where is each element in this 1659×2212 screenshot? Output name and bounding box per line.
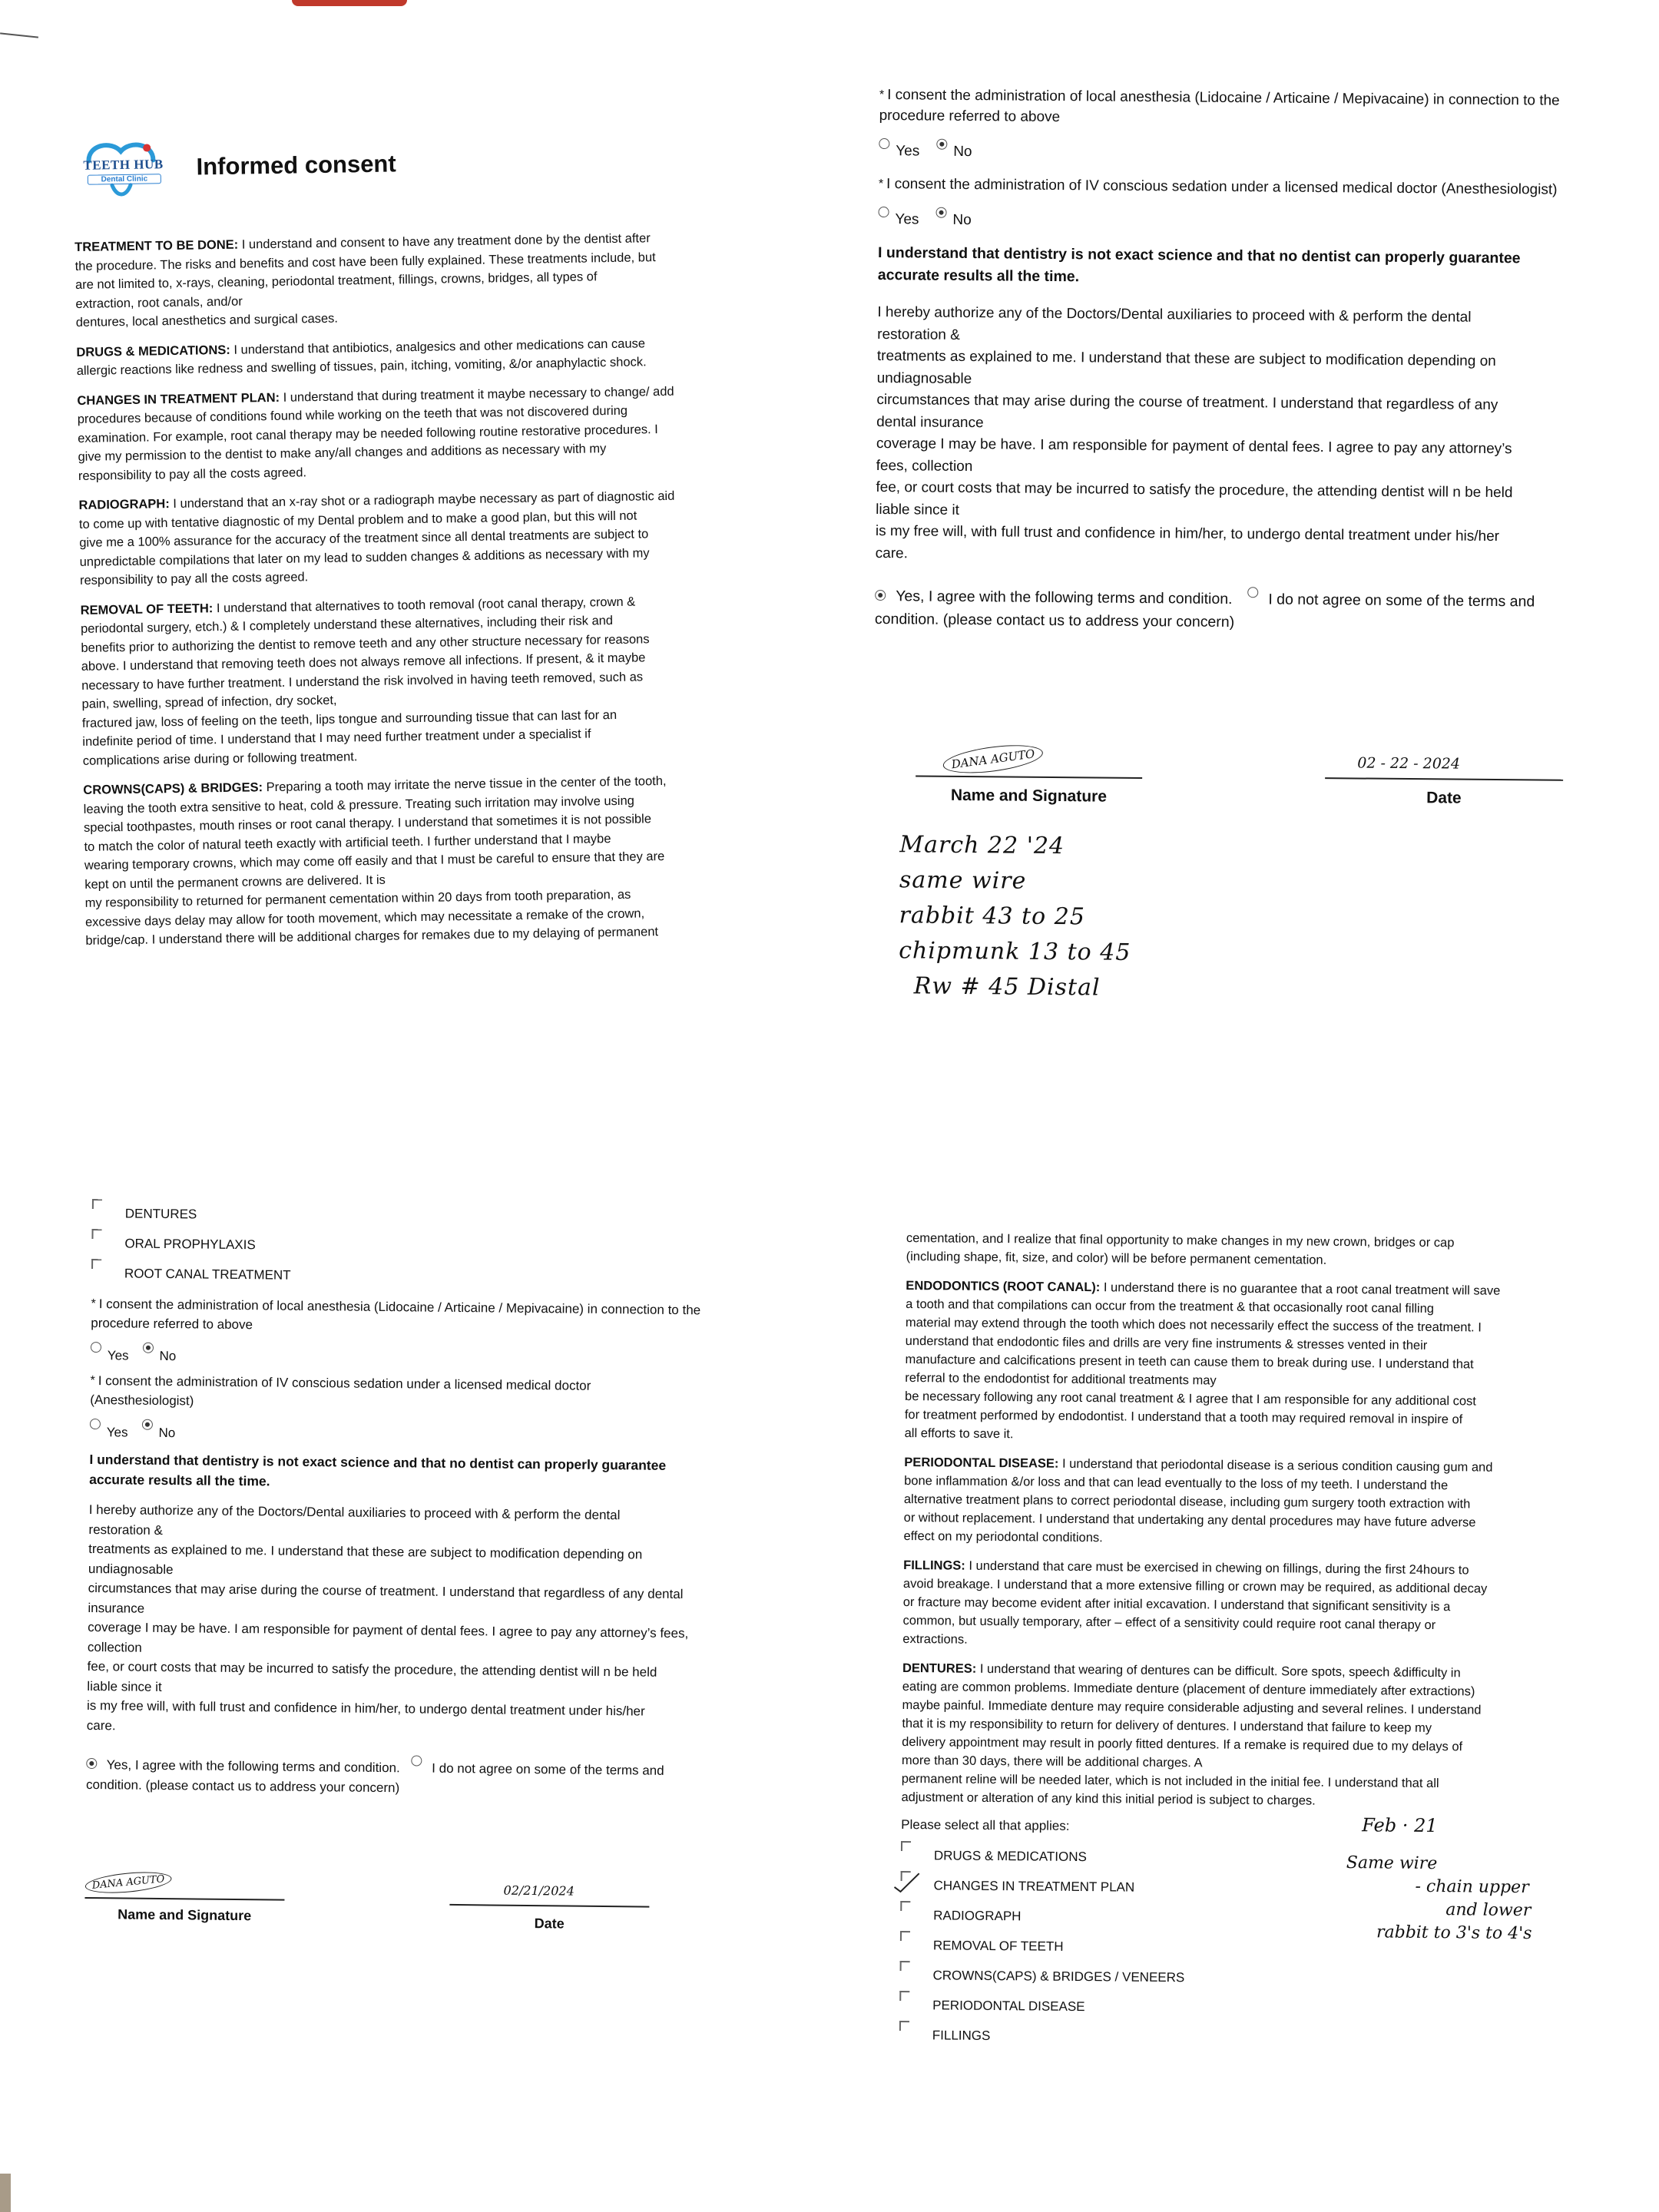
guarantee-disclaimer: I understand that dentistry is not exact science and that no dentist can properly guarantee accurate results all the time. [89, 1451, 667, 1489]
section-line: to match the color of natural teeth exactly with artificial teeth. I further understand that I maybe [84, 831, 611, 854]
section-heading: CROWNS(CAPS) & BRIDGES: [83, 780, 263, 797]
clinic-logo-text: TEETH HUB [83, 157, 164, 173]
section-line: leaving the tooth extra sensitive to heat, cold & pressure. Treating such irritation may involve using [83, 793, 634, 816]
iv-no-radio[interactable] [935, 207, 946, 218]
checkbox-label: DRUGS & MEDICATIONS [933, 1847, 1087, 1864]
section-line: unpredictable compilations that later on my lead to sudden changes & additions as necessary with my [79, 545, 650, 569]
section-line: dentures, local anesthetics and surgical cases. [75, 311, 339, 329]
handwritten-notes [1330, 1813, 1584, 1946]
auth-line: I hereby authorize any of the Doctors/Dental auxiliaries to proceed with & perform the dental [877, 303, 1472, 326]
checklist-item[interactable] [91, 1258, 737, 1295]
agreement-options [875, 584, 1589, 637]
radio-label: Yes [896, 143, 920, 160]
section-line: avoid breakage. I understand that a more extensive filling or crown may be required, as additional decay [902, 1576, 1488, 1596]
auth-line: restoration & [88, 1522, 163, 1538]
auth-line: fees, collection [876, 457, 973, 475]
auth-line: I hereby authorize any of the Doctors/Dental auxiliaries to proceed with & perform the dental [88, 1502, 621, 1523]
section-line: material may extend through the tooth which does not necessarily effect the success of the treatment. I [905, 1315, 1482, 1335]
checkbox[interactable] [900, 1961, 910, 1971]
section-line: I understand that periodontal disease is a serious condition causing gum and [1061, 1456, 1493, 1475]
section-line: fractured jaw, loss of feeling on the teeth, lips tongue and surrounding tissue that can last for an [81, 707, 618, 730]
section-line: are not limited to, x-rays, cleaning, periodontal treatment, fillings, crowns, bridges, all types of [75, 270, 598, 292]
date-line [1325, 777, 1563, 781]
auth-line: coverage I may be have. I am responsible for payment of dental fees. I agree to pay any attorney’s fees, [88, 1619, 689, 1641]
auth-line: liable since it [876, 501, 960, 518]
scan-edge-mark [292, 0, 407, 6]
section-line: bridge/cap. I understand there will be additional charges for remakes due to my delaying of permanent [85, 925, 659, 948]
section-line: excessive days delay may allow for tooth movement, which may necessitate a remake of the crown, [84, 906, 645, 929]
checkmark-icon [892, 1870, 920, 1893]
note-line: rabbit to 3's to 4's [1376, 1922, 1532, 1944]
local-anesthesia-question [91, 1294, 705, 1339]
signature-line [916, 775, 1142, 779]
section-heading: REMOVAL OF TEETH: [80, 601, 214, 618]
iv-sedation-options [878, 202, 1600, 234]
section-line: responsibility to pay all the costs agreed. [79, 570, 309, 588]
question-text: I consent the administration of IV conscious sedation under a licensed medical doctor (Anesthesiologist) [90, 1373, 591, 1409]
section-line: I understand that during treatment it maybe necessary to change/ add [283, 384, 674, 405]
auth-line: circumstances that may arise during the course of treatment. I understand that regardless of any dental [88, 1580, 684, 1602]
handwritten-signature: DANA AGUTO [84, 1869, 173, 1896]
section-line: periodontal surgery, etch.) & I completely understand these alternatives, including their risk and [80, 614, 614, 636]
note-line: same wire [899, 866, 1027, 895]
clinic-logo-subtitle: Dental Clinic [88, 174, 161, 185]
disagree-label: I do not agree on some of the terms and condition. (please contact us to address your concern) [874, 591, 1535, 631]
section-heading: TREATMENT TO BE DONE: [75, 237, 239, 254]
section-line: I understand that alternatives to tooth removal (root canal therapy, crown & [216, 594, 636, 615]
required-asterisk: * [879, 88, 885, 102]
handwritten-date: 02/21/2024 [503, 1883, 575, 1899]
local-anesthesia-question [879, 84, 1601, 132]
section-line: a tooth and that compilations can occur from the treatment & that occasionally root canal filling [906, 1296, 1435, 1316]
disagree-label: I do not agree on some of the terms and condition. (please contact us to address your concern) [85, 1760, 664, 1796]
section-line: benefits prior to authorizing the dentist to remove teeth and any other structure necessary for reasons [81, 631, 650, 655]
radio-label: No [953, 143, 972, 161]
section-line: I understand there is no guarantee that a root canal treatment will save [1103, 1280, 1501, 1298]
section-line: be necessary following any root canal treatment & I agree that I am responsible for any additional cost [905, 1389, 1476, 1409]
section-line: (including shape, fit, size, and color) will be before permanent cementation. [906, 1249, 1327, 1267]
auth-line: fee, or court costs that may be incurred to satisfy the procedure, the attending dentist will n be held [87, 1658, 657, 1680]
checkbox-label: CHANGES IN TREATMENT PLAN [933, 1877, 1135, 1895]
local-yes-radio[interactable] [91, 1342, 101, 1353]
handwritten-date: 02 - 22 - 2024 [1357, 754, 1461, 773]
checkbox[interactable] [899, 2021, 909, 2031]
section-line: examination. For example, root canal therapy may be needed following routine restorative procedures. I [77, 422, 658, 445]
section-treatment [75, 227, 737, 332]
section-heading: ENDODONTICS (ROOT CANAL): [906, 1278, 1101, 1295]
section-line: permanent reline will be needed later, which is not included in the initial fee. I understand that all [901, 1771, 1439, 1791]
agree-label: Yes, I agree with the following terms and condition. [106, 1757, 400, 1776]
checkbox-label: ROOT CANAL TREATMENT [124, 1265, 291, 1283]
question-text: I consent the administration of IV conscious sedation under a licensed medical doctor (Anesthesiologist) [886, 176, 1558, 198]
agree-radio[interactable] [86, 1758, 97, 1769]
checkbox[interactable] [901, 1841, 911, 1851]
section-line: I understand and consent to have any treatment done by the dentist after [241, 231, 651, 252]
auth-line: is my free will, with full trust and confidence in him/her, to undergo dental treatment under his/her [86, 1697, 645, 1719]
checkbox-label: ORAL PROPHYLAXIS [124, 1235, 256, 1252]
iv-sedation-question [879, 174, 1601, 200]
agreement-options [86, 1755, 701, 1801]
iv-no-radio[interactable] [142, 1419, 153, 1430]
auth-line: fee, or court costs that may be incurred to satisfy the procedure, the attending dentist will n be held [876, 478, 1513, 502]
section-line: alternative treatment plans to correct periodontal disease, including gum surgery tooth extraction with [903, 1492, 1471, 1512]
section-line: kept on until the permanent crowns are delivered. It is [84, 873, 386, 892]
auth-line: treatments as explained to me. I understand that these are subject to modification depending on [876, 347, 1496, 370]
date-line [449, 1904, 649, 1908]
required-asterisk: * [90, 1373, 95, 1388]
section-heading: FILLINGS: [903, 1558, 965, 1573]
local-no-radio[interactable] [936, 139, 947, 150]
consent-page-3 [84, 1198, 737, 2019]
checkbox-label: CROWNS(CAPS) & BRIDGES / VENEERS [932, 1967, 1185, 1985]
note-line: Same wire [1346, 1853, 1438, 1874]
auth-line: collection [87, 1639, 142, 1655]
section-radiograph [78, 485, 740, 590]
iv-yes-radio[interactable] [90, 1419, 101, 1429]
consent-page-4 [899, 1229, 1598, 2157]
section-line: give me a 100% assurance for the accuracy of the treatment since all dental treatments are subject to [79, 527, 649, 550]
section-line: effect on my periodontal conditions. [903, 1528, 1103, 1545]
radio-label: Yes [107, 1348, 129, 1363]
section-line: necessary to have further treatment. I understand the risk involved in having teeth removed, such as [81, 669, 644, 693]
auth-line: care. [86, 1717, 116, 1733]
auth-line: care. [875, 545, 909, 561]
section-heading: RADIOGRAPH: [78, 497, 170, 512]
scan-pen-mark [0, 32, 38, 38]
section-line: give my permission to the dentist to make any/all changes and additions as necessary with my [78, 442, 607, 464]
section-dentures [901, 1659, 1594, 1813]
section-removal [80, 591, 743, 770]
section-heading: CHANGES IN TREATMENT PLAN: [77, 390, 280, 408]
required-asterisk: * [878, 177, 884, 191]
section-heading: DENTURES: [902, 1661, 977, 1676]
section-line: more than 30 days, there will be additional charges. A [901, 1753, 1203, 1770]
section-drugs [76, 333, 737, 381]
consent-page-2 [871, 84, 1601, 1089]
name-signature-label: Name and Signature [118, 1906, 252, 1924]
page-title: Informed consent [196, 150, 396, 180]
section-line: manufacture and calcifications present in teeth can cause them to break during use. I understand that [905, 1352, 1474, 1372]
section-crowns [83, 770, 746, 950]
section-line: to come up with tentative diagnostic of my Dental problem and to make a good plan, but this will not [78, 508, 637, 531]
iv-sedation-question [90, 1371, 597, 1415]
section-line: complications arise during or following treatment. [82, 749, 358, 768]
section-periodontal [903, 1453, 1595, 1551]
scan-corner-mark [0, 2174, 11, 2212]
auth-line: undiagnosable [876, 369, 972, 387]
handwritten-notes [899, 827, 1595, 1010]
signature-block [84, 1868, 730, 1975]
auth-line: coverage I may be have. I am responsible for payment of dental fees. I agree to pay any attorney’s [876, 435, 1512, 458]
auth-line: is my free will, with full trust and confidence in him/her, to undergo dental treatment under his/her [875, 522, 1500, 545]
checkbox[interactable] [91, 1229, 101, 1239]
note-line: Rw # 45 Distal [913, 972, 1101, 1002]
auth-line: treatments as explained to me. I understand that these are subject to modification depending on [88, 1541, 643, 1562]
guarantee-disclaimer: I understand that dentistry is not exact science and that no dentist can properly guarantee accurate results all the time. [877, 243, 1521, 286]
auth-line: liable since it [87, 1678, 162, 1694]
note-line: chipmunk 13 to 45 [899, 937, 1131, 966]
signature-line [84, 1897, 284, 1901]
local-anesthesia-options [879, 134, 1601, 166]
section-line: delivery appointment may result in poorly fitted dentures. If a remake is required due to my delays of [902, 1734, 1463, 1754]
section-line: I understand that antibiotics, analgesics and other medications can cause [233, 336, 646, 357]
section-line: extraction, root canals, and/or [75, 294, 243, 311]
section-line: or without replacement. I understand that undertaking any dental procedures may have future adverse [903, 1510, 1476, 1530]
question-text: I consent the administration of local anesthesia (Lidocaine / Articaine / Mepivacaine) in connection to the procedure referred to above [91, 1296, 701, 1333]
note-line: rabbit 43 to 25 [899, 902, 1086, 931]
checklist-item[interactable] [899, 2020, 1591, 2056]
checkbox-label: PERIODONTAL DISEASE [932, 1997, 1085, 2014]
authorization-text [876, 302, 1600, 571]
authorization-text [87, 1500, 734, 1742]
auth-line: circumstances that may arise during the course of treatment. I understand that regardless of any [876, 391, 1498, 414]
name-signature-label: Name and Signature [950, 786, 1108, 806]
section-changes [77, 381, 739, 485]
section-line: extractions. [902, 1631, 968, 1647]
treatment-checklist [91, 1198, 737, 1295]
auth-line: insurance [88, 1600, 145, 1616]
section-line: referral to the endodontist for additional treatments may [905, 1370, 1217, 1388]
section-line: procedures because of conditions found while working on the teeth that was not discovered during [77, 403, 628, 426]
section-line: cementation, and I realize that final opportunity to make changes in my new crown, bridges or cap [906, 1230, 1455, 1250]
section-line: eating are common problems. Immediate denture (placement of denture immediately after extractions) [902, 1679, 1475, 1699]
disagree-radio[interactable] [1247, 587, 1258, 598]
radio-label: Yes [895, 211, 919, 228]
checkbox-label: RADIOGRAPH [933, 1907, 1022, 1923]
section-line: my responsibility to returned for permanent cementation within 20 days from tooth preparation, as [84, 887, 631, 910]
section-line: responsibility to pay all the costs agreed. [78, 465, 307, 483]
radio-label: No [159, 1348, 177, 1364]
date-label: Date [1426, 789, 1462, 807]
question-text: I consent the administration of local anesthesia (Lidocaine / Articaine / Mepivacaine) in connection to the procedure referred to above [879, 87, 1560, 126]
checkbox[interactable] [92, 1199, 102, 1209]
select-prompt: Please select all that applies: [901, 1816, 1070, 1833]
auth-line: undiagnosable [88, 1561, 174, 1577]
section-line: for treatment performed by endodontist. I understand that a tooth may required removal in inspire of [904, 1407, 1463, 1427]
section-line: I understand that an x-ray shot or a radiograph maybe necessary as part of diagnostic aid [173, 488, 675, 512]
section-line: common, but usually temporary, after – effect of a sensitivity could require root canal therapy or [902, 1613, 1436, 1633]
checkbox[interactable] [91, 1259, 101, 1269]
section-line: pain, swelling, spread of infection, dry socket, [81, 693, 337, 711]
section-heading: PERIODONTAL DISEASE: [904, 1455, 1059, 1471]
section-fillings [902, 1556, 1594, 1654]
cementation-text [906, 1229, 1598, 1272]
agree-label: Yes, I agree with the following terms and condition. [896, 588, 1233, 608]
auth-line: dental insurance [876, 413, 984, 431]
section-line: special toothpastes, mouth rinses or root canal therapy. I understand that sometimes it is not possible [83, 812, 652, 835]
clinic-logo [73, 137, 174, 200]
section-heading: DRUGS & MEDICATIONS: [76, 343, 230, 359]
disagree-radio[interactable] [412, 1755, 422, 1766]
date-label: Date [534, 1916, 565, 1932]
local-anesthesia-options [91, 1337, 736, 1370]
section-line: wearing temporary crowns, which may come off easily and that I must be careful to ensure that they are [84, 849, 665, 873]
handwritten-signature: DANA AGUTO [942, 740, 1045, 778]
section-line: or fracture may become evident after initial excavation. I understand that significant sensitivity is a [902, 1594, 1451, 1614]
section-line: adjustment or alteration of any kind this initial period is subject to charges. [901, 1790, 1316, 1808]
note-line: - chain upper [1415, 1876, 1529, 1898]
checkbox-label: DENTURES [124, 1205, 197, 1221]
consent-sections [75, 227, 746, 950]
agree-radio[interactable] [875, 590, 886, 601]
clinic-header [73, 127, 734, 199]
section-line: maybe painful. Immediate denture may require considerable adjusting and several relines. I understand [902, 1697, 1482, 1717]
section-line: I understand that wearing of dentures can be difficult. Sore spots, speech &difficulty in [979, 1661, 1461, 1681]
note-line: March 22 '24 [899, 831, 1065, 860]
checkbox[interactable] [899, 1991, 909, 2001]
radio-label: Yes [106, 1425, 128, 1440]
checkbox-label: FILLINGS [932, 2027, 991, 2043]
section-line: the procedure. The risks and benefits and cost have been fully explained. These treatments include, but [75, 250, 656, 273]
section-line: all efforts to save it. [904, 1426, 1014, 1442]
section-line: bone inflammation &/or loss and that can lead eventually to the loss of my teeth. I understand the [904, 1473, 1449, 1493]
radio-label: No [952, 211, 972, 229]
section-line: indefinite period of time. I understand that I may need further treatment under a specialist if [82, 727, 591, 749]
checkbox-label: REMOVAL OF TEETH [932, 1937, 1064, 1954]
section-line: Preparing a tooth may irritate the nerve tissue in the center of the tooth, [266, 773, 667, 795]
required-asterisk: * [91, 1296, 96, 1311]
iv-yes-radio[interactable] [878, 207, 889, 217]
iv-sedation-options [90, 1414, 735, 1447]
local-no-radio[interactable] [143, 1343, 154, 1353]
consent-page-1 [73, 127, 747, 1028]
note-line: and lower [1445, 1900, 1532, 1921]
local-yes-radio[interactable] [879, 138, 889, 149]
section-line: understand that endodontic files and drills are very fine instruments & stresses vented in their [905, 1333, 1428, 1353]
auth-line: restoration & [877, 326, 960, 343]
section-line: allergic reactions like redness and swelling of tissues, pain, itching, vomiting, &/or anaphylactic shock. [76, 355, 647, 378]
section-line: above. I understand that removing teeth does not always remove all infections. If present, & it maybe [81, 651, 646, 674]
signature-block [873, 738, 1595, 844]
note-date: Feb · 21 [1362, 1814, 1438, 1837]
checkbox[interactable] [900, 1901, 910, 1911]
section-line: that it is my responsibility to return for delivery of dentures. I understand that failure to keep my [902, 1716, 1432, 1735]
checkbox[interactable] [900, 1931, 910, 1941]
radio-label: No [158, 1425, 176, 1441]
section-endodontics [905, 1277, 1598, 1449]
section-line: I understand that care must be exercised in chewing on fillings, during the first 24hours to [969, 1558, 1469, 1578]
